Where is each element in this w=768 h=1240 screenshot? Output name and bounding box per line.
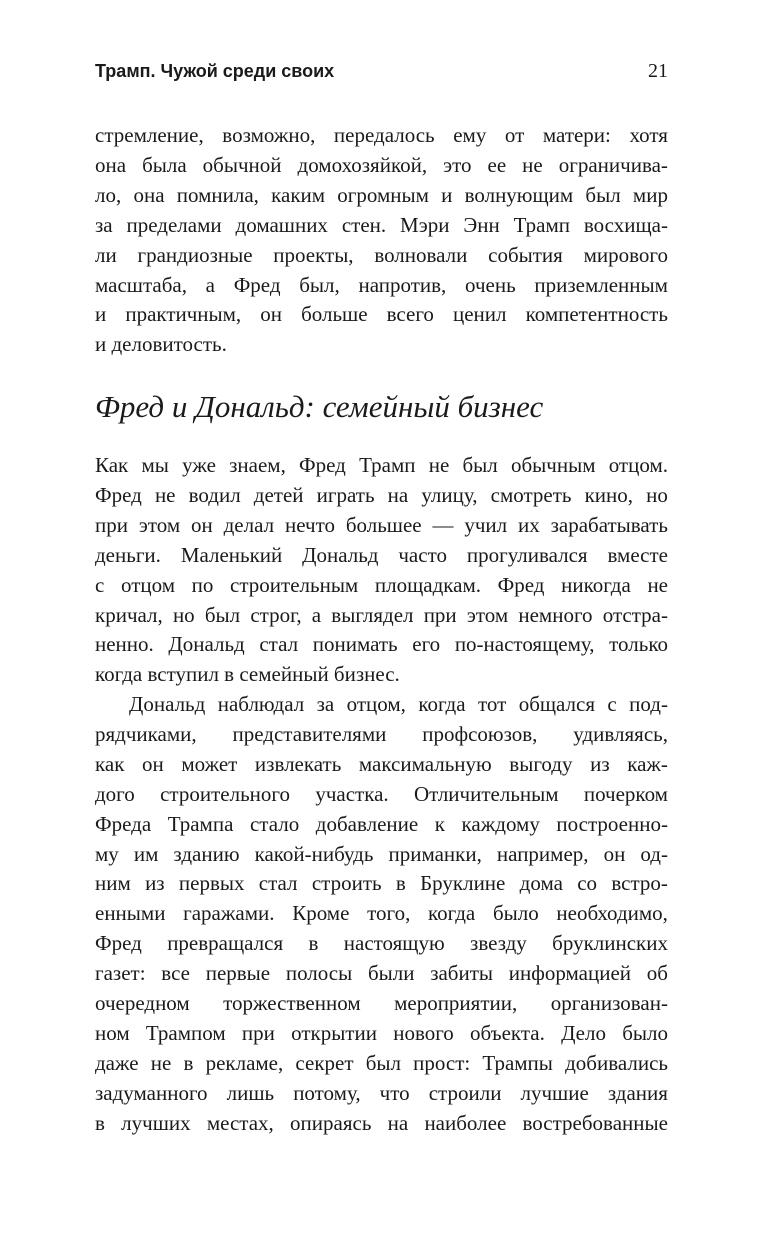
text-line: за пределами домашних стен. Мэри Энн Трамп восхища-: [95, 212, 668, 237]
text-line: ли грандиозные проекты, волновали события мирового: [95, 242, 668, 267]
text-line: газет: все первые полосы были забиты информацией об: [95, 961, 668, 986]
running-head-title: Трамп. Чужой среди своих: [95, 61, 335, 81]
text-line: ненно. Дональд стал понимать его по-настоящему, только: [95, 632, 668, 657]
text-line: деньги. Маленький Дональд часто прогуливался вместе: [95, 542, 668, 567]
text-line: енными гаражами. Кроме того, когда было необходимо,: [95, 901, 668, 926]
text-line: Дональд наблюдал за отцом, когда тот общался с под-: [129, 692, 668, 716]
text-line: Фред превращался в настоящую звезду бруклинских: [95, 931, 668, 956]
page-number: 21: [648, 60, 668, 82]
text-line: ном Трампом при открытии нового объекта. Дело было: [95, 1020, 668, 1045]
text-line: Фред не водил детей играть на улицу, смотреть кино, но: [95, 482, 668, 507]
text-line: кричал, но был строг, а выглядел при этом немного отстра-: [95, 602, 668, 627]
text-line: задуманного лишь потому, что строили лучшие здания: [95, 1080, 668, 1105]
text-line: с отцом по строительным площадкам. Фред никогда не: [95, 572, 668, 597]
text-line: как он может извлекать максимальную выгоду из каж-: [95, 751, 668, 776]
text-line: масштаба, а Фред был, напротив, очень приземленным: [95, 272, 668, 297]
text-line: очередном торжественном мероприятии, организован-: [95, 991, 668, 1015]
text-line: и деловитость.: [95, 332, 227, 357]
text-line: ним из первых стал строить в Бруклине дома со встро-: [95, 871, 668, 896]
text-line: рядчиками, представителями профсоюзов, удивляясь,: [95, 721, 668, 746]
text-line: когда вступил в семейный бизнес.: [95, 662, 400, 687]
text-line: в лучших местах, опираясь на наиболее востребованные: [95, 1110, 668, 1135]
text-line: му им зданию какой-нибудь приманки, например, он од-: [95, 841, 668, 866]
text-line: дого строительного участка. Отличительным почерком: [95, 781, 668, 806]
text-line: и практичным, он больше всего ценил компетентность: [95, 302, 668, 327]
text-line: Фреда Трампа стало добавление к каждому построенно-: [95, 811, 668, 836]
running-head: [95, 56, 668, 86]
text-line: ло, она помнила, каким огромным и волнующим был мир: [95, 182, 668, 207]
text-line: при этом он делал нечто большее — учил их зарабатывать: [95, 512, 668, 537]
text-line: Как мы уже знаем, Фред Трамп не был обычным отцом.: [95, 453, 668, 477]
text-line: стремление, возможно, передалось ему от матери: хотя: [95, 123, 668, 147]
text-line: она была обычной домохозяйкой, это ее не ограничива-: [95, 152, 668, 177]
text-line: даже не в рекламе, секрет был прост: Трампы добивались: [95, 1050, 668, 1075]
section-heading: Фред и Дональд: семейный бизнес: [95, 389, 544, 424]
